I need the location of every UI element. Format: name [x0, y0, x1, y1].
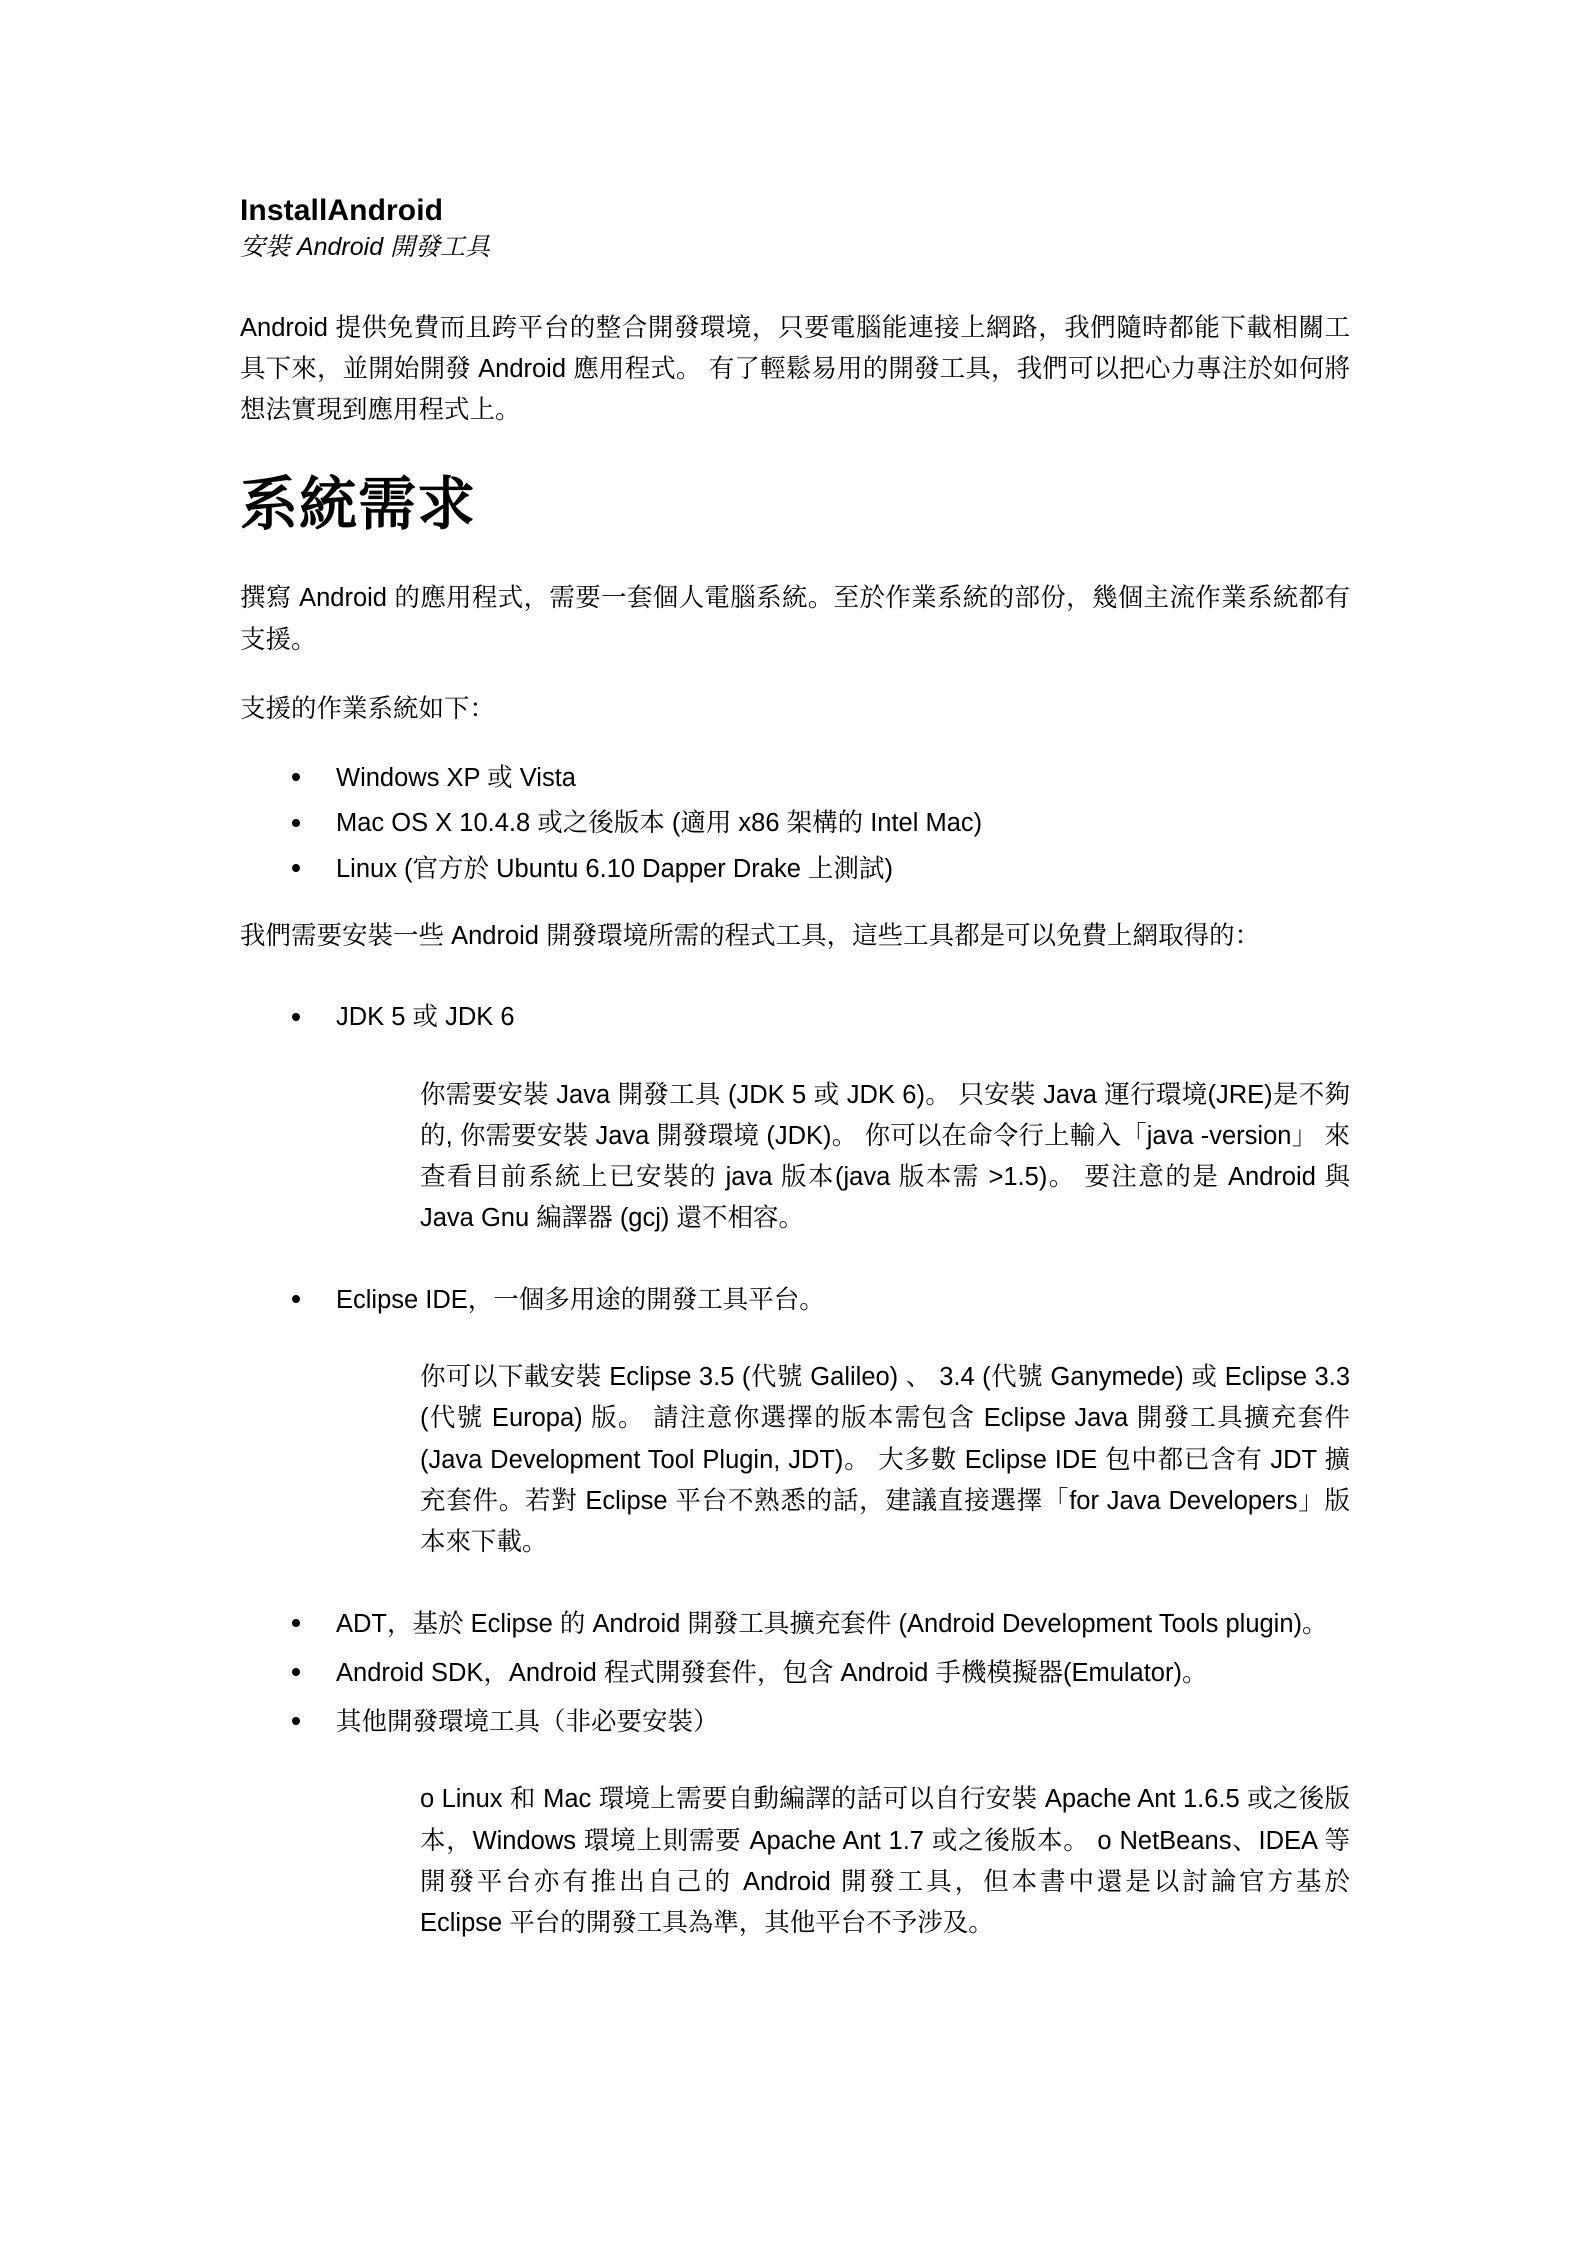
- bullet-icon: [292, 773, 300, 781]
- tool-detail-jdk: 你需要安裝 Java 開發工具 (JDK 5 或 JDK 6)。 只安裝 Java 運行環境(JRE)是不夠的, 你需要安裝 Java 開發環境 (JDK)。 你可以在命令行上輸入「java -version」 來查看目前系統上已安裝的 java 版本(java 版本需 >1.5)。 要注意的是 Android 與 Java Gnu 編譯器 (gcj) 還不相容。: [420, 1080, 1350, 1233]
- list-item-label: Eclipse IDE，一個多用途的開發工具平台。: [336, 1285, 825, 1314]
- bullet-icon: [292, 1668, 300, 1676]
- list-item: [240, 849, 1350, 890]
- list-item-label: 其他開發環境工具（非必要安裝）: [336, 1708, 719, 1737]
- tool-detail-eclipse: 你可以下載安裝 Eclipse 3.5 (代號 Galileo) 、 3.4 (代號 Ganymede) 或 Eclipse 3.3 (代號 Europa) 版。 請注意你選擇的版本需包含 Eclipse Java 開發工具擴充套件(Java Development Tool Plugin, JDT)。 大多數 Eclipse IDE 包中都已含有 JDT 擴充套件。若對 Eclipse 平台不熟悉的話，建議直接選擇「for Java Developers」版本來下載。: [420, 1363, 1350, 1557]
- list-item-label: JDK 5 或 JDK 6: [336, 1003, 515, 1032]
- list-item: [240, 1604, 1350, 1645]
- list-item-label: Windows XP 或 Vista: [336, 764, 576, 793]
- page-title: InstallAndroid: [240, 194, 444, 227]
- optional-tools-detail: o Linux 和 Mac 環境上需要自動編譯的話可以自行安裝 Apache Ant 1.6.5 或之後版本，Windows 環境上則需要 Apache Ant 1.7 或之後版本。 o NetBeans、IDEA 等開發平台亦有推出自己的 Android 開發工具，但本書中還是以討論官方基於 Eclipse 平台的開發工具為準，其他平台不予涉及。: [420, 1785, 1350, 1938]
- list-item: [240, 1653, 1350, 1694]
- tool-list-jdk: [240, 997, 1350, 1038]
- bullet-icon: [292, 864, 300, 872]
- list-item-label: Android SDK，Android 程式開發套件，包含 Android 手機模擬器(Emulator)。: [336, 1658, 1208, 1687]
- requirements-paragraph-3: 我們需要安裝一些 Android 開發環境所需的程式工具，這些工具都是可以免費上網取得的：: [240, 922, 1261, 950]
- bullet-icon: [292, 819, 300, 827]
- supported-os-list: [240, 758, 1350, 890]
- tool-list-remaining: [240, 1604, 1350, 1744]
- page-subtitle: 安裝 Android 開發工具: [240, 233, 491, 262]
- bullet-icon: [292, 1619, 300, 1627]
- list-item-label: ADT，基於 Eclipse 的 Android 開發工具擴充套件 (Android Development Tools plugin)。: [336, 1609, 1328, 1638]
- list-item: [240, 758, 1350, 799]
- section-heading-requirements: 系統需求: [240, 471, 477, 537]
- list-item-label: Mac OS X 10.4.8 或之後版本 (適用 x86 架構的 Intel Mac): [336, 809, 983, 838]
- bullet-icon: [292, 1717, 300, 1725]
- list-item: [240, 803, 1350, 844]
- list-item: [240, 997, 1350, 1038]
- list-item-label: Linux (官方於 Ubuntu 6.10 Dapper Drake 上測試): [336, 854, 893, 883]
- tool-list-eclipse: [240, 1280, 1350, 1321]
- list-item: [240, 1280, 1350, 1321]
- list-item: [240, 1702, 1350, 1743]
- requirements-paragraph-2: 支援的作業系統如下：: [240, 694, 496, 723]
- bullet-icon: [292, 1013, 300, 1021]
- requirements-paragraph-1: 撰寫 Android 的應用程式，需要一套個人電腦系統。至於作業系統的部份，幾個主流作業系統都有支援。: [240, 584, 1350, 654]
- bullet-icon: [292, 1295, 300, 1303]
- intro-paragraph: Android 提供免費而且跨平台的整合開發環境，只要電腦能連接上網路，我們隨時都能下載相關工具下來，並開始開發 Android 應用程式。 有了輕鬆易用的開發工具，我們可以把心力專注於如何將想法實現到應用程式上。: [240, 313, 1350, 425]
